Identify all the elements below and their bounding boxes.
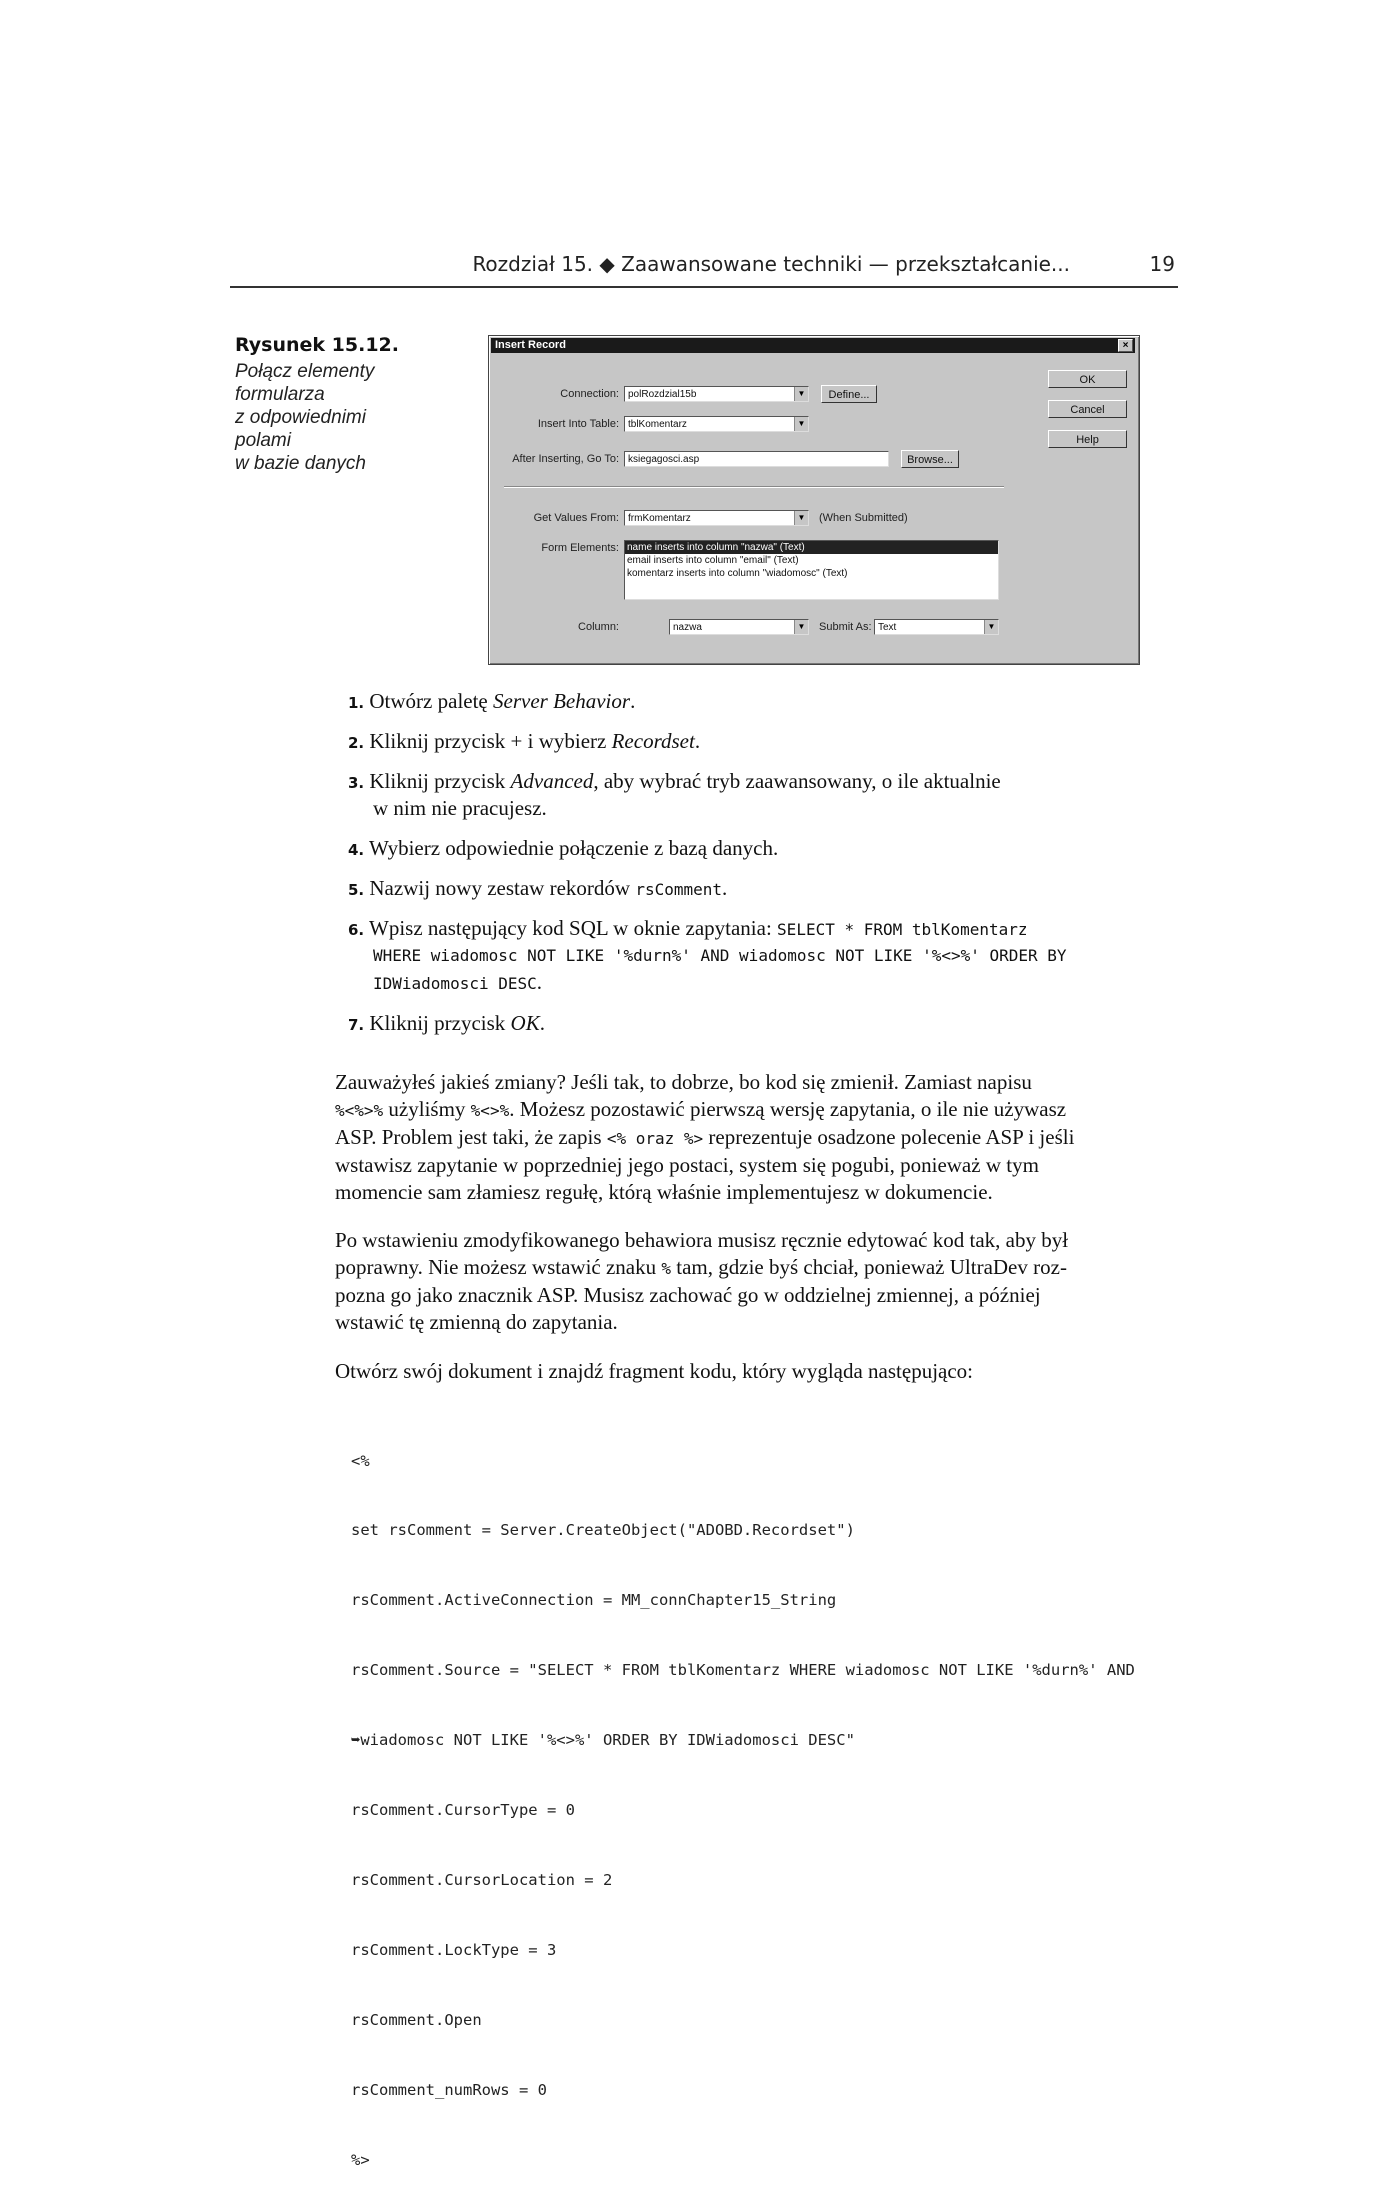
code-line: rsComment_numRows = 0 [351,2080,547,2099]
step-3 [348,768,1168,797]
chevron-down-icon[interactable]: ▼ [794,387,808,401]
code-line: rsComment.Open [351,2010,482,2029]
step-text: . [722,876,728,900]
step-code: rsComment [635,880,723,899]
dialog-titlebar [491,338,1135,353]
table-label: Insert Into Table: [537,418,619,430]
step-text: Wpisz następujący kod SQL w oknie zapytania: [369,916,778,940]
column-value: nazwa [673,622,702,633]
define-button[interactable]: Define... [821,385,877,403]
cancel-button[interactable]: Cancel [1048,400,1127,418]
paragraph-line [335,1124,1178,1152]
code-line: rsComment.Source = "SELECT * FROM tblKomentarz WHERE wiadomosc NOT LIKE '%durn%' AND [351,1661,1135,1680]
code-listing [351,1403,1135,2195]
ok-button[interactable]: OK [1048,370,1127,388]
paragraph-line: wstawić tę zmienną do zapytania. [335,1310,618,1334]
step-4 [348,835,1168,864]
step-2 [348,728,1168,757]
code-line: ➥wiadomosc NOT LIKE '%<>%' ORDER BY IDWiadomosci DESC" [351,1731,855,1750]
step-text: . [694,729,701,753]
connection-select[interactable] [624,386,809,402]
submit-as-select[interactable] [874,619,999,635]
running-header: Rozdział 15. ◆ Zaawansowane techniki — przekształcanie... [472,252,1070,276]
step-7 [348,1010,1168,1039]
paragraph-line: wstawisz zapytanie w poprzedniej jego postaci, system się pogubi, ponieważ w tym [335,1153,1039,1177]
page-number: 19 [1149,252,1175,276]
text: użyliśmy [383,1097,471,1121]
step-6-code-end [373,969,542,997]
close-icon[interactable]: × [1118,339,1133,352]
column-select[interactable] [669,619,809,635]
step-number: 2. [348,734,365,752]
connection-label: Connection: [560,388,619,400]
chevron-down-icon[interactable]: ▼ [984,620,998,634]
caption-line: Połącz elementy [235,361,375,382]
step-text: Kliknij przycisk [369,769,511,793]
separator [504,486,1004,488]
list-item[interactable]: name inserts into column "nazwa" (Text) [625,541,998,554]
get-values-select[interactable] [624,510,809,526]
step-5 [348,875,1168,904]
step-3-continuation: w nim nie pracujesz. [373,796,547,820]
paragraph-2 [335,1227,1178,1336]
step-emphasis: Server Behavior [493,689,631,713]
after-inserting-label: After Inserting, Go To: [512,453,619,465]
inline-code: % [661,1259,672,1278]
text: ASP. Problem jest taki, że zapis [335,1125,607,1149]
browse-button[interactable]: Browse... [901,450,959,468]
paragraph-line: Po wstawieniu zmodyfikowanego behawiora musisz ręcznie edytować kod tak, aby był [335,1228,1069,1252]
connection-value: polRozdzial15b [628,389,697,400]
table-value: tblKomentarz [628,419,687,430]
step-text: Kliknij przycisk + i wybierz [369,729,612,753]
get-values-label: Get Values From: [533,512,619,524]
step-6-code-line: WHERE wiadomosc NOT LIKE '%durn%' AND wiadomosc NOT LIKE '%<>%' ORDER BY [373,946,1067,965]
inline-code: <% oraz %> [606,1129,704,1148]
step-6 [348,915,1168,944]
step-text: . [630,689,636,713]
paragraph-line: momencie sam złamiesz regułę, którą właśnie implementujesz w dokumencie. [335,1180,993,1204]
step-number: 5. [348,881,365,899]
code-line: rsComment.CursorLocation = 2 [351,1870,613,1889]
step-number: 7. [348,1016,365,1034]
chevron-down-icon[interactable]: ▼ [794,511,808,525]
dialog-title: Insert Record [495,339,566,351]
step-text: Otwórz paletę [369,689,494,713]
code-line: rsComment.CursorType = 0 [351,1801,575,1820]
column-label: Column: [578,621,619,633]
step-number: 3. [348,774,365,792]
step-text: . [539,1011,545,1035]
step-number: 1. [348,694,365,712]
caption-line: polami [235,430,291,451]
figure-caption [235,360,435,475]
text: reprezentuje osadzone polecenie ASP i jeśli [703,1125,1075,1149]
table-select[interactable] [624,416,809,432]
step-text: Wybierz odpowiednie połączenie z bazą danych. [369,836,779,860]
step-text: Kliknij przycisk [369,1011,511,1035]
form-elements-label: Form Elements: [541,542,619,554]
code-line: rsComment.ActiveConnection = MM_connChapter15_String [351,1591,837,1610]
inline-code: %<%>% [335,1101,384,1120]
caption-line: z odpowiednimi [235,407,366,428]
step-text: , aby wybrać tryb zaawansowany, o ile aktualnie [593,769,1001,793]
paragraph-line: Zauważyłeś jakieś zmiany? Jeśli tak, to dobrze, bo kod się zmienił. Zamiast napisu [335,1070,1032,1094]
figure-label: Rysunek 15.12. [235,334,399,356]
header-rule [230,286,1178,288]
code-line: %> [351,2150,370,2169]
code-line: rsComment.LockType = 3 [351,1940,557,1959]
step-code: IDWiadomosci DESC [373,974,537,993]
after-inserting-input[interactable]: ksiegagosci.asp [624,451,889,467]
step-code: SELECT * FROM tblKomentarz [777,920,1028,939]
paragraph-line [335,1254,1178,1282]
chevron-down-icon[interactable]: ▼ [794,620,808,634]
code-line: set rsComment = Server.CreateObject("ADOBD.Recordset") [351,1521,855,1540]
step-emphasis: Advanced [510,769,594,793]
step-text: . [536,970,543,994]
help-button[interactable]: Help [1048,430,1127,448]
step-number: 4. [348,841,365,859]
submit-as-value: Text [878,622,897,633]
inline-code: %<>% [470,1101,510,1120]
step-number: 6. [348,921,365,939]
text: poprawny. Nie możesz wstawić znaku [335,1255,662,1279]
step-1 [348,688,1168,717]
text: . Możesz pozostawić pierwszą wersję zapytania, o ile nie używasz [509,1097,1067,1121]
step-text: Nazwij nowy zestaw rekordów [369,876,636,900]
get-values-value: frmKomentarz [628,513,691,524]
step-emphasis: Recordset [611,729,695,753]
paragraph-line: pozna go jako znacznik ASP. Musisz zachować go w oddzielnej zmiennej, a później [335,1283,1041,1307]
paragraph-3: Otwórz swój dokument i znajdź fragment kodu, który wygląda następująco: [335,1359,973,1383]
list-item[interactable]: email inserts into column "email" (Text) [627,555,799,566]
submit-as-label: Submit As: [819,621,872,633]
form-elements-list[interactable] [624,540,999,600]
caption-line: w bazie danych [235,453,366,474]
paragraph-1 [335,1069,1178,1206]
insert-record-dialog [488,335,1140,665]
list-item[interactable]: komentarz inserts into column "wiadomosc" (Text) [627,568,848,579]
step-emphasis: OK [510,1011,540,1035]
caption-line: formularza [235,384,325,405]
paragraph-line [335,1096,1178,1124]
chevron-down-icon[interactable]: ▼ [794,417,808,431]
code-line: <% [351,1451,370,1470]
when-submitted-note: (When Submitted) [819,512,908,524]
text: tam, gdzie byś chciał, ponieważ UltraDev roz- [671,1255,1067,1279]
